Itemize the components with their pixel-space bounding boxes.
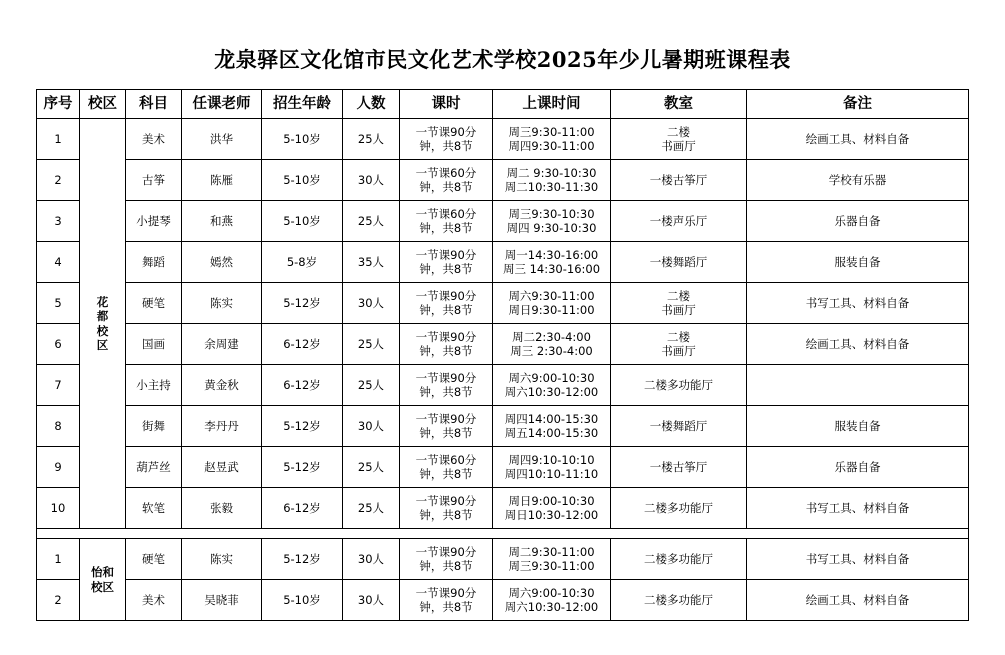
time-cell-line: 周六9:00-10:30 [508,370,595,385]
subject-cell: 硬笔 [126,539,182,580]
subject-cell: 国画 [126,324,182,365]
count-cell: 30人 [343,580,400,621]
teacher-cell: 陈实 [182,539,262,580]
time-cell-line: 周六9:00-10:30 [508,585,595,600]
row-no: 1 [37,119,80,160]
room-cell-line: 二楼 [667,288,690,303]
hours-cell-line: 钟，共8节 [419,559,473,573]
time-cell-line: 周三 14:30-16:00 [502,262,601,276]
time-cell-line: 周二10:30-11:30 [504,180,599,194]
room-cell-line: 一楼古筝厅 [649,459,708,474]
hours-cell-line: 一节课90分 [415,288,477,303]
teacher-cell: 余周建 [182,324,262,365]
campus-line: 怡和 [91,565,114,580]
time-cell-line: 周六9:30-11:00 [508,288,595,303]
teacher-cell: 陈雁 [182,160,262,201]
hours-cell-line: 一节课90分 [415,411,477,426]
table-row [37,580,969,621]
hours-cell-line: 钟，共8节 [419,426,473,440]
note-cell: 绘画工具、材料自备 [747,580,969,621]
subject-cell: 舞蹈 [126,242,182,283]
header-room: 教室 [611,90,747,119]
hours-cell-line: 钟，共8节 [419,180,473,194]
time-cell [493,160,611,201]
row-no: 5 [37,283,80,324]
hours-cell-line: 一节课90分 [415,585,477,600]
hours-cell [400,406,493,447]
hours-cell-line: 钟，共8节 [419,600,473,614]
header-teacher: 任课老师 [182,90,262,119]
hours-cell [400,242,493,283]
count-cell: 25人 [343,324,400,365]
room-cell [611,160,747,201]
age-cell: 5-12岁 [262,539,343,580]
teacher-cell: 吴晓菲 [182,580,262,621]
room-cell-line: 二楼多功能厅 [644,500,713,515]
teacher-cell: 赵昱武 [182,447,262,488]
age-cell: 5-10岁 [262,119,343,160]
campus-char: 区 [96,337,109,352]
room-cell-line: 二楼 [667,329,690,344]
room-cell [611,580,747,621]
hours-cell-line: 一节课60分 [415,206,477,221]
time-cell-line: 周四9:10-10:10 [508,452,595,467]
age-cell: 5-10岁 [262,580,343,621]
campus-char: 都 [96,309,109,324]
room-cell [611,539,747,580]
campus-yihe [80,539,126,621]
table-row [37,406,969,447]
hours-cell-line: 钟，共8节 [419,262,473,276]
note-cell: 服装自备 [747,406,969,447]
room-cell [611,365,747,406]
header-campus: 校区 [80,90,126,119]
note-cell: 书写工具、材料自备 [747,488,969,529]
hours-cell-line: 钟，共8节 [419,221,473,235]
age-cell: 5-8岁 [262,242,343,283]
room-cell [611,119,747,160]
row-no: 8 [37,406,80,447]
hours-cell-line: 一节课90分 [415,247,477,262]
campus-line: 校区 [91,579,114,594]
teacher-cell: 陈实 [182,283,262,324]
teacher-cell: 张毅 [182,488,262,529]
hours-cell [400,488,493,529]
time-cell-line: 周日9:30-11:00 [508,303,595,317]
age-cell: 6-12岁 [262,324,343,365]
time-cell-line: 周三9:30-10:30 [508,206,595,221]
room-cell-line: 二楼多功能厅 [644,592,713,607]
table-row [37,447,969,488]
count-cell: 25人 [343,201,400,242]
time-cell [493,324,611,365]
note-cell: 绘画工具、材料自备 [747,119,969,160]
age-cell: 6-12岁 [262,488,343,529]
table-row [37,242,969,283]
hours-cell [400,580,493,621]
subject-cell: 小主持 [126,365,182,406]
row-no: 2 [37,160,80,201]
row-no: 1 [37,539,80,580]
row-no: 10 [37,488,80,529]
age-cell: 5-12岁 [262,283,343,324]
count-cell: 35人 [343,242,400,283]
time-cell-line: 周六10:30-12:00 [504,385,599,399]
time-cell-line: 周日9:00-10:30 [508,493,595,508]
time-cell [493,488,611,529]
hours-cell-line: 一节课60分 [415,452,477,467]
table-row [37,488,969,529]
note-cell: 乐器自备 [747,201,969,242]
hours-cell [400,324,493,365]
time-cell-line: 周四 9:30-10:30 [506,221,597,235]
time-cell-line: 周四9:30-11:00 [508,139,595,153]
room-cell [611,201,747,242]
hours-cell-line: 钟，共8节 [419,303,473,317]
row-no: 4 [37,242,80,283]
room-cell-line: 一楼声乐厅 [649,213,708,228]
row-no: 9 [37,447,80,488]
gap-cell [37,529,969,539]
subject-cell: 美术 [126,580,182,621]
hours-cell [400,447,493,488]
room-cell-line: 一楼舞蹈厅 [649,418,708,433]
hours-cell [400,283,493,324]
time-cell-line: 周三9:30-11:00 [508,124,595,139]
count-cell: 25人 [343,119,400,160]
room-cell [611,324,747,365]
room-cell-line: 书画厅 [661,303,696,317]
campus-char: 花 [96,294,109,309]
time-cell-line: 周五14:00-15:30 [504,426,599,440]
table-row [37,365,969,406]
time-cell [493,365,611,406]
hours-cell-line: 一节课60分 [415,165,477,180]
note-cell: 书写工具、材料自备 [747,539,969,580]
hours-cell [400,160,493,201]
time-cell-line: 周一14:30-16:00 [504,247,599,262]
row-no: 6 [37,324,80,365]
hours-cell-line: 一节课90分 [415,370,477,385]
page-title: 龙泉驿区文化馆市民文化艺术学校2025年少儿暑期班课程表 [214,47,791,72]
room-cell-line: 二楼 [667,124,690,139]
header-row [37,90,969,119]
subject-cell: 小提琴 [126,201,182,242]
hours-cell-line: 钟，共8节 [419,139,473,153]
header-age: 招生年龄 [262,90,343,119]
room-cell-line: 一楼舞蹈厅 [649,254,708,269]
subject-cell: 软笔 [126,488,182,529]
hours-cell-line: 一节课90分 [415,124,477,139]
subject-cell: 街舞 [126,406,182,447]
schedule-table [36,89,969,621]
time-cell [493,119,611,160]
time-cell [493,539,611,580]
count-cell: 30人 [343,160,400,201]
header-hours: 课时 [400,90,493,119]
time-cell-line: 周二 9:30-10:30 [506,165,597,180]
time-cell-line: 周二2:30-4:00 [512,329,591,344]
subject-cell: 硬笔 [126,283,182,324]
age-cell: 6-12岁 [262,365,343,406]
hours-cell-line: 钟，共8节 [419,467,473,481]
header-time: 上课时间 [493,90,611,119]
note-cell [747,365,969,406]
count-cell: 25人 [343,365,400,406]
count-cell: 25人 [343,447,400,488]
note-cell: 学校有乐器 [747,160,969,201]
room-cell [611,406,747,447]
note-cell: 乐器自备 [747,447,969,488]
subject-cell: 古筝 [126,160,182,201]
time-cell-line: 周六10:30-12:00 [504,600,599,614]
room-cell-line: 书画厅 [661,344,696,358]
count-cell: 30人 [343,283,400,324]
time-cell-line: 周四10:10-11:10 [504,467,599,481]
header-subject: 科目 [126,90,182,119]
time-cell [493,242,611,283]
age-cell: 5-10岁 [262,160,343,201]
teacher-cell: 嫣然 [182,242,262,283]
room-cell-line: 一楼古筝厅 [649,172,708,187]
count-cell: 25人 [343,488,400,529]
teacher-cell: 和燕 [182,201,262,242]
age-cell: 5-12岁 [262,406,343,447]
room-cell-line: 二楼多功能厅 [644,377,713,392]
hours-cell-line: 钟，共8节 [419,508,473,522]
hours-cell [400,201,493,242]
hours-cell-line: 一节课90分 [415,329,477,344]
room-cell-line: 二楼多功能厅 [644,551,713,566]
time-cell-line: 周日10:30-12:00 [504,508,599,522]
hours-cell-line: 钟，共8节 [419,385,473,399]
time-cell [493,580,611,621]
room-cell [611,447,747,488]
time-cell-line: 周三9:30-11:00 [508,559,595,573]
room-cell [611,488,747,529]
table-row [37,160,969,201]
time-cell [493,201,611,242]
count-cell: 30人 [343,406,400,447]
header-count: 人数 [343,90,400,119]
time-cell-line: 周二9:30-11:00 [508,544,595,559]
subject-cell: 葫芦丝 [126,447,182,488]
subject-cell: 美术 [126,119,182,160]
teacher-cell: 洪华 [182,119,262,160]
hours-cell [400,539,493,580]
time-cell [493,283,611,324]
time-cell-line: 周四14:00-15:30 [504,411,599,426]
hours-cell [400,119,493,160]
age-cell: 5-10岁 [262,201,343,242]
table-row [37,201,969,242]
hours-cell-line: 一节课90分 [415,544,477,559]
hours-cell-line: 钟，共8节 [419,344,473,358]
room-cell [611,283,747,324]
header-note: 备注 [747,90,969,119]
time-cell [493,406,611,447]
teacher-cell: 黄金秋 [182,365,262,406]
teacher-cell: 李丹丹 [182,406,262,447]
header-no: 序号 [37,90,80,119]
table-row [37,539,969,580]
row-no: 7 [37,365,80,406]
age-cell: 5-12岁 [262,447,343,488]
hours-cell-line: 一节课90分 [415,493,477,508]
note-cell: 书写工具、材料自备 [747,283,969,324]
section-gap [37,529,969,539]
count-cell: 30人 [343,539,400,580]
campus-char: 校 [96,323,109,338]
note-cell: 服装自备 [747,242,969,283]
time-cell-line: 周三 2:30-4:00 [510,344,593,358]
time-cell [493,447,611,488]
room-cell-line: 书画厅 [661,139,696,153]
campus-huadu [80,119,126,529]
table-row [37,324,969,365]
hours-cell [400,365,493,406]
note-cell: 绘画工具、材料自备 [747,324,969,365]
table-row [37,283,969,324]
row-no: 2 [37,580,80,621]
room-cell [611,242,747,283]
table-row [37,119,969,160]
row-no: 3 [37,201,80,242]
